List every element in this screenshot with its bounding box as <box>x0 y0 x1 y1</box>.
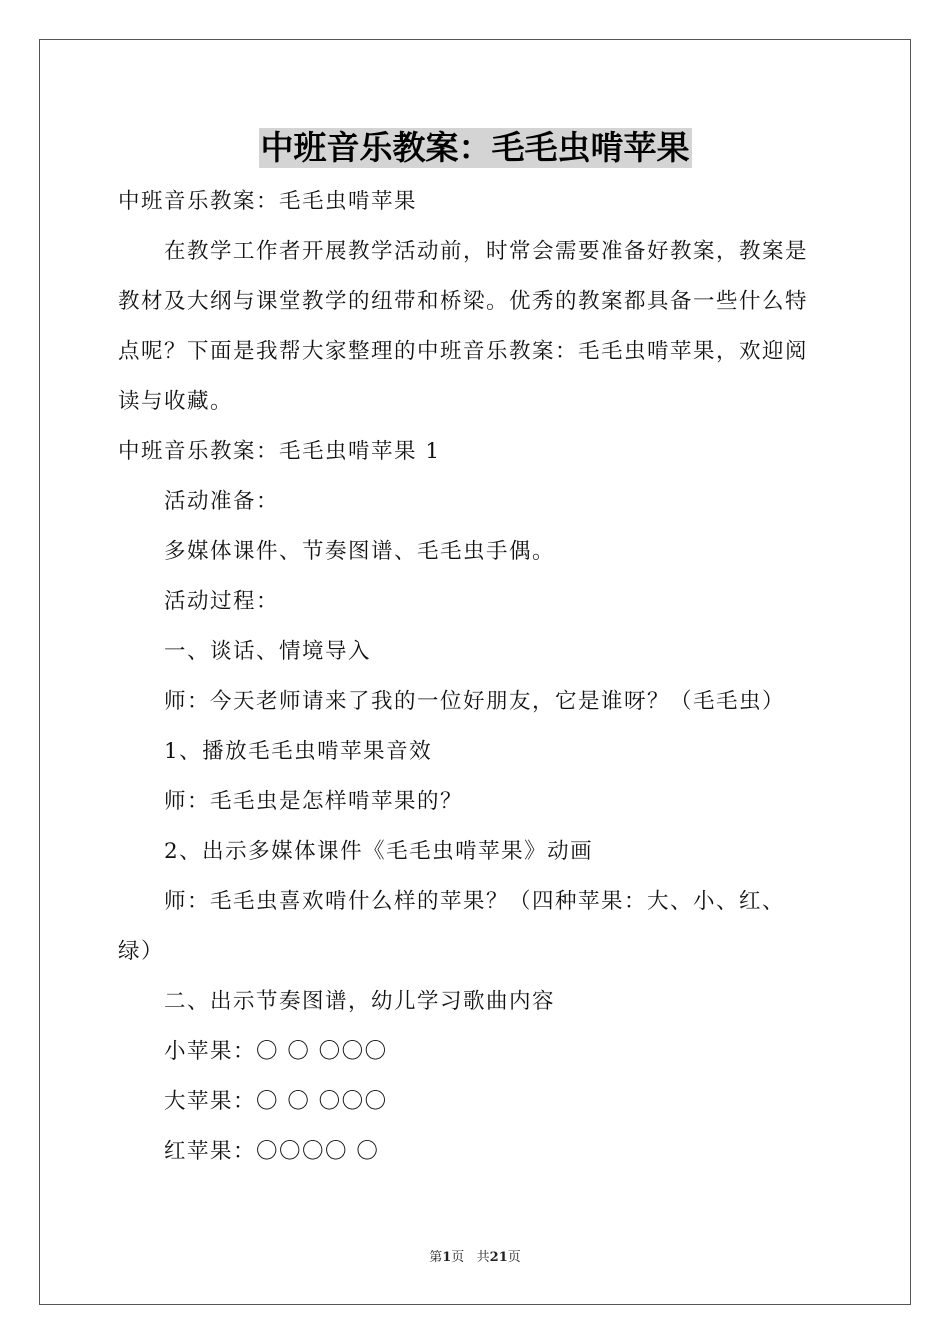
page-footer <box>0 1246 950 1265</box>
footer-prefix: 第 <box>429 1250 443 1265</box>
paragraph-line: 活动过程： <box>164 589 280 614</box>
paragraph-line: 读与收藏。 <box>118 389 234 414</box>
section-heading: 中班音乐教案：毛毛虫啃苹果 1 <box>118 439 441 464</box>
paragraph-line: 师：毛毛虫喜欢啃什么样的苹果？（四种苹果：大、小、红、 <box>164 889 786 914</box>
paragraph-line: 活动准备： <box>164 489 280 514</box>
paragraph-line: 在教学工作者开展教学活动前，时常会需要准备好教案，教案是 <box>164 239 809 264</box>
footer-total-pages: 21 <box>489 1250 508 1265</box>
paragraph-line: 教材及大纲与课堂教学的纽带和桥梁。优秀的教案都具备一些什么特 <box>118 289 809 314</box>
paragraph-line: 绿） <box>118 939 165 964</box>
footer-page-number: 1 <box>442 1250 452 1265</box>
paragraph-line: 中班音乐教案：毛毛虫啃苹果 <box>118 189 418 214</box>
title-container <box>0 128 950 168</box>
paragraph-line: 师：毛毛虫是怎样啃苹果的？ <box>164 789 464 814</box>
paragraph-line: 点呢？下面是我帮大家整理的中班音乐教案：毛毛虫啃苹果，欢迎阅 <box>118 339 809 364</box>
document-body <box>118 177 838 1177</box>
footer-middle: 页 共 <box>451 1250 490 1265</box>
paragraph-line: 师：今天老师请来了我的一位好朋友，它是谁呀？（毛毛虫） <box>164 689 786 714</box>
rhythm-line: 小苹果：〇 〇 〇〇〇 <box>164 1039 388 1064</box>
paragraph-line: 一、谈话、情境导入 <box>164 639 372 664</box>
rhythm-line: 大苹果：〇 〇 〇〇〇 <box>164 1089 388 1114</box>
paragraph-line: 2、出示多媒体课件《毛毛虫啃苹果》动画 <box>164 839 594 864</box>
document-title: 中班音乐教案：毛毛虫啃苹果 <box>260 128 690 167</box>
paragraph-line: 1、播放毛毛虫啃苹果音效 <box>164 739 433 764</box>
paragraph-line: 多媒体课件、节奏图谱、毛毛虫手偶。 <box>164 539 556 564</box>
footer-suffix: 页 <box>507 1250 521 1265</box>
paragraph-line: 二、出示节奏图谱，幼儿学习歌曲内容 <box>164 989 556 1014</box>
rhythm-line: 红苹果：〇〇〇〇 〇 <box>164 1139 380 1164</box>
